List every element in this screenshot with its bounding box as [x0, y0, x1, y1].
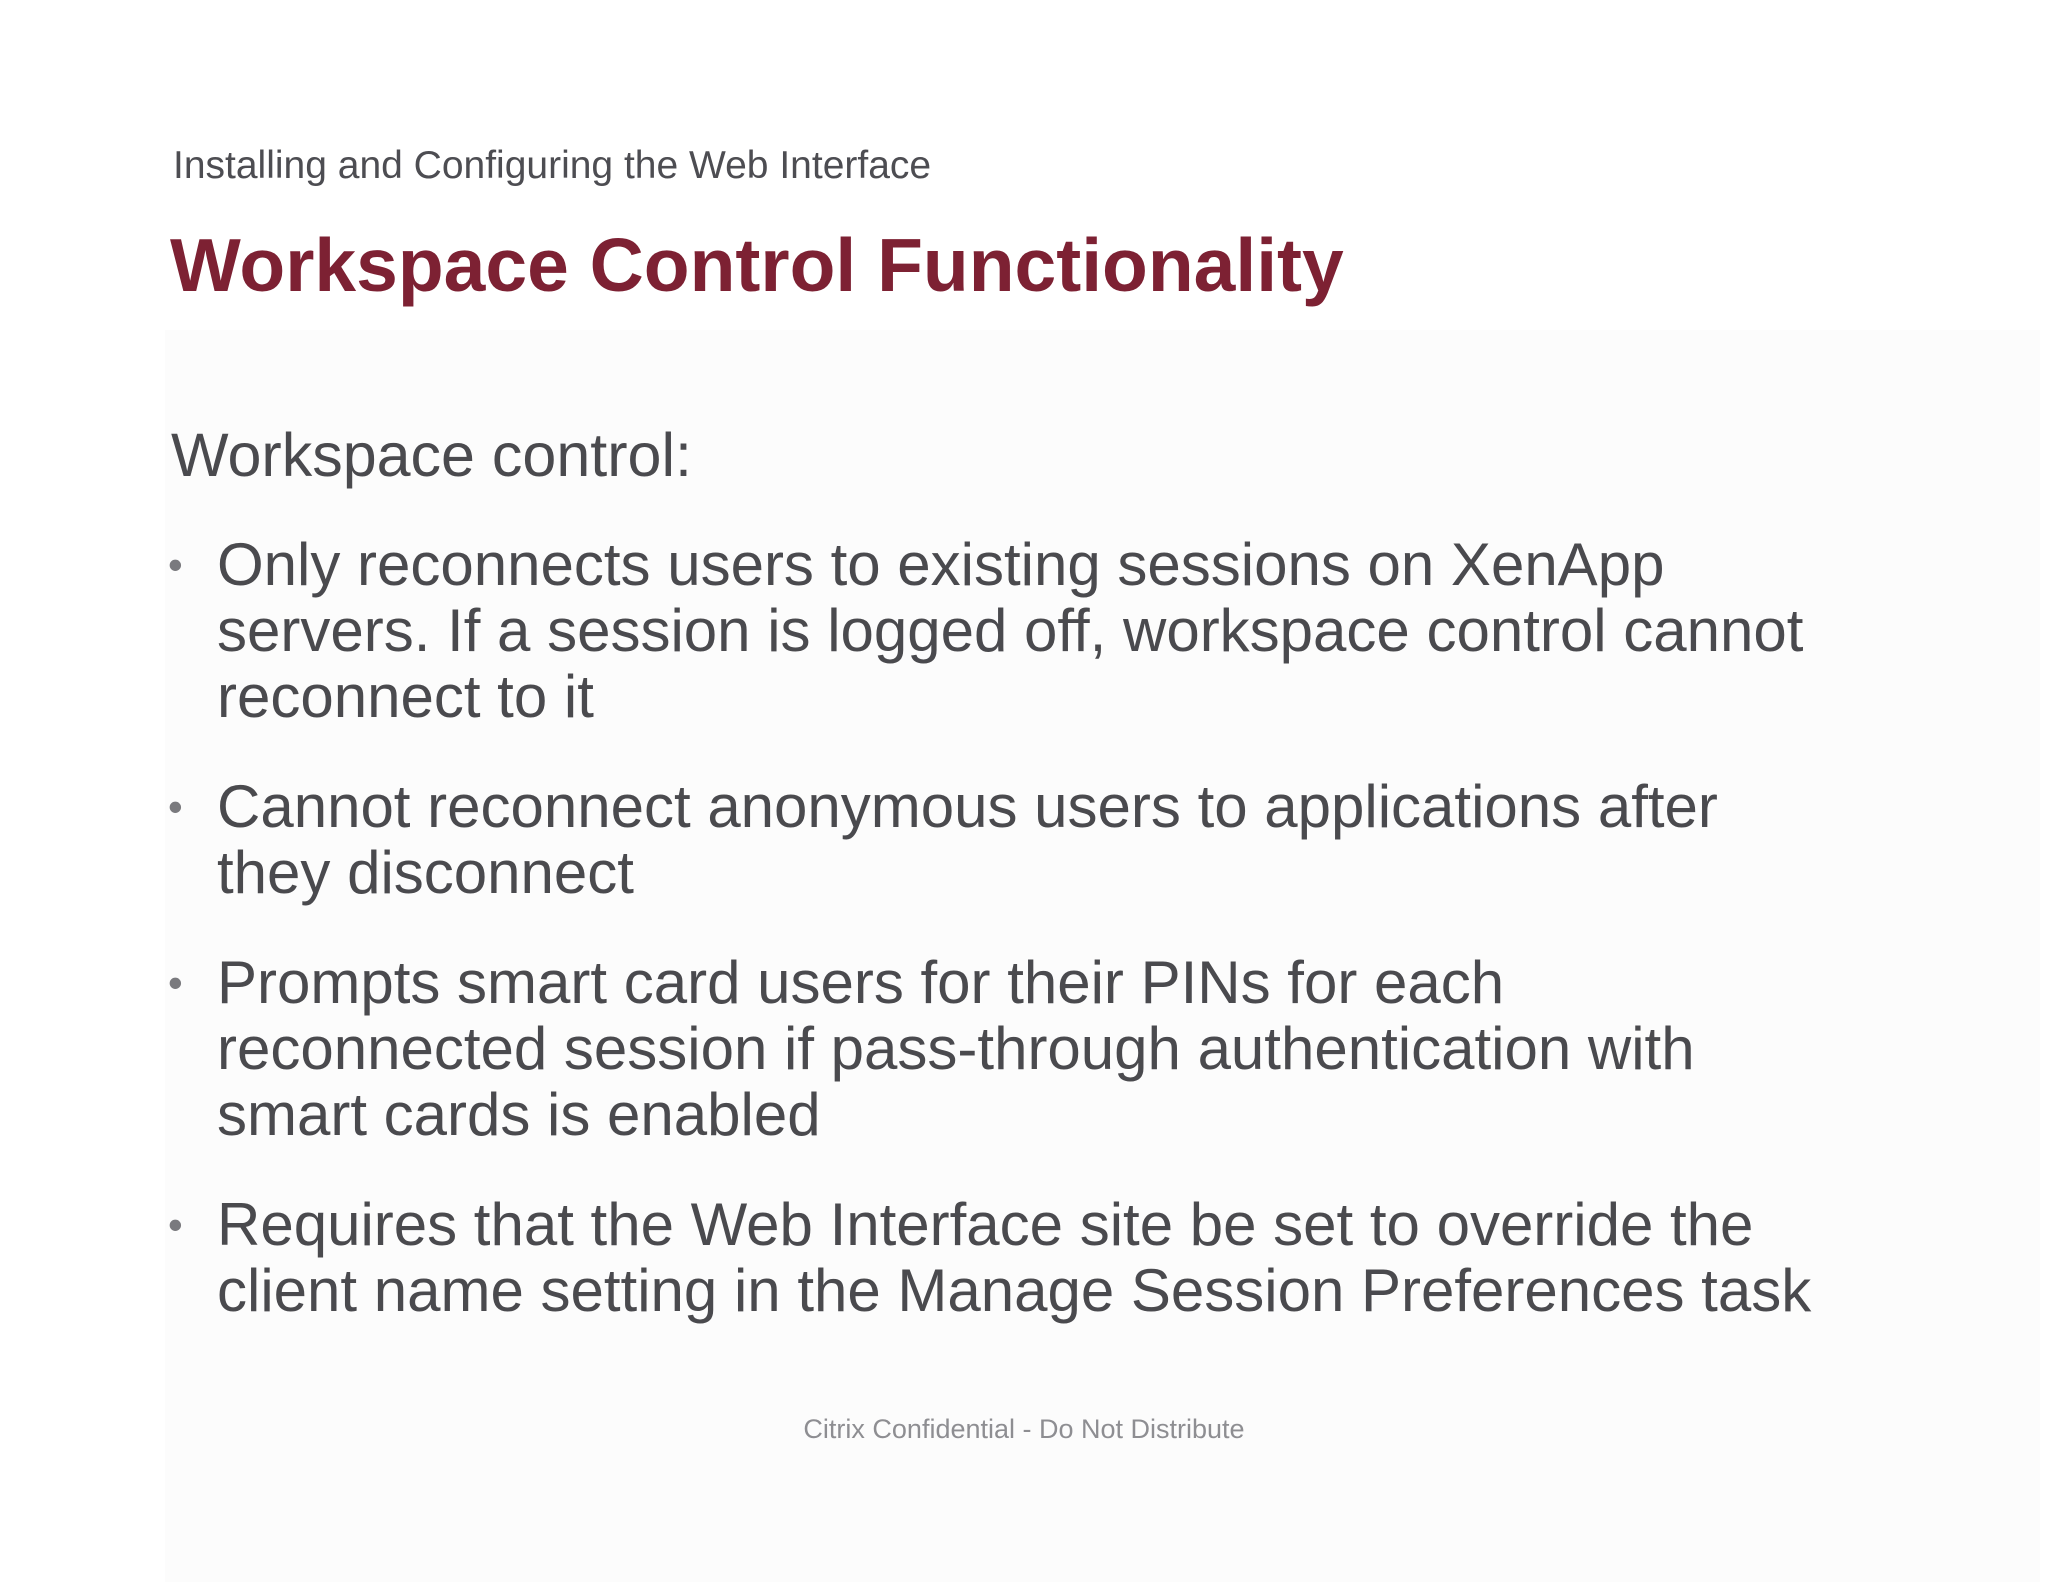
bullet-line: reconnected session if pass-through authentication with: [217, 1015, 1695, 1082]
bullet-dot-icon: •: [168, 1201, 183, 1248]
bullet-dot-icon: •: [168, 783, 183, 830]
bullet-line: reconnect to it: [217, 663, 594, 730]
section-label: Installing and Configuring the Web Interface: [173, 144, 932, 187]
bullet-text: [217, 774, 2017, 906]
bullet-line: Prompts smart card users for their PINs for each: [217, 949, 1505, 1016]
slide-title: Workspace Control Functionality: [170, 223, 1344, 307]
intro-text: Workspace control:: [171, 421, 692, 489]
bullet-line: Only reconnects users to existing sessions on XenApp: [217, 531, 1665, 598]
bullet-line: client name setting in the Manage Session Preferences task: [217, 1257, 1812, 1324]
bullet-text: [217, 950, 2017, 1148]
bullet-dot-icon: •: [168, 959, 183, 1006]
bullet-text: [217, 1192, 2017, 1324]
bullet-dot-icon: •: [168, 541, 183, 588]
bullet-text: [217, 532, 2017, 730]
bullet-line: they disconnect: [217, 839, 634, 906]
confidential-footer: Citrix Confidential - Do Not Distribute: [803, 1414, 1245, 1444]
bullet-line: Requires that the Web Interface site be set to override the: [217, 1191, 1754, 1258]
bullet-line: smart cards is enabled: [217, 1081, 821, 1148]
bullet-line: Cannot reconnect anonymous users to applications after: [217, 773, 1718, 840]
bullet-line: servers. If a session is logged off, workspace control cannot: [217, 597, 1804, 664]
